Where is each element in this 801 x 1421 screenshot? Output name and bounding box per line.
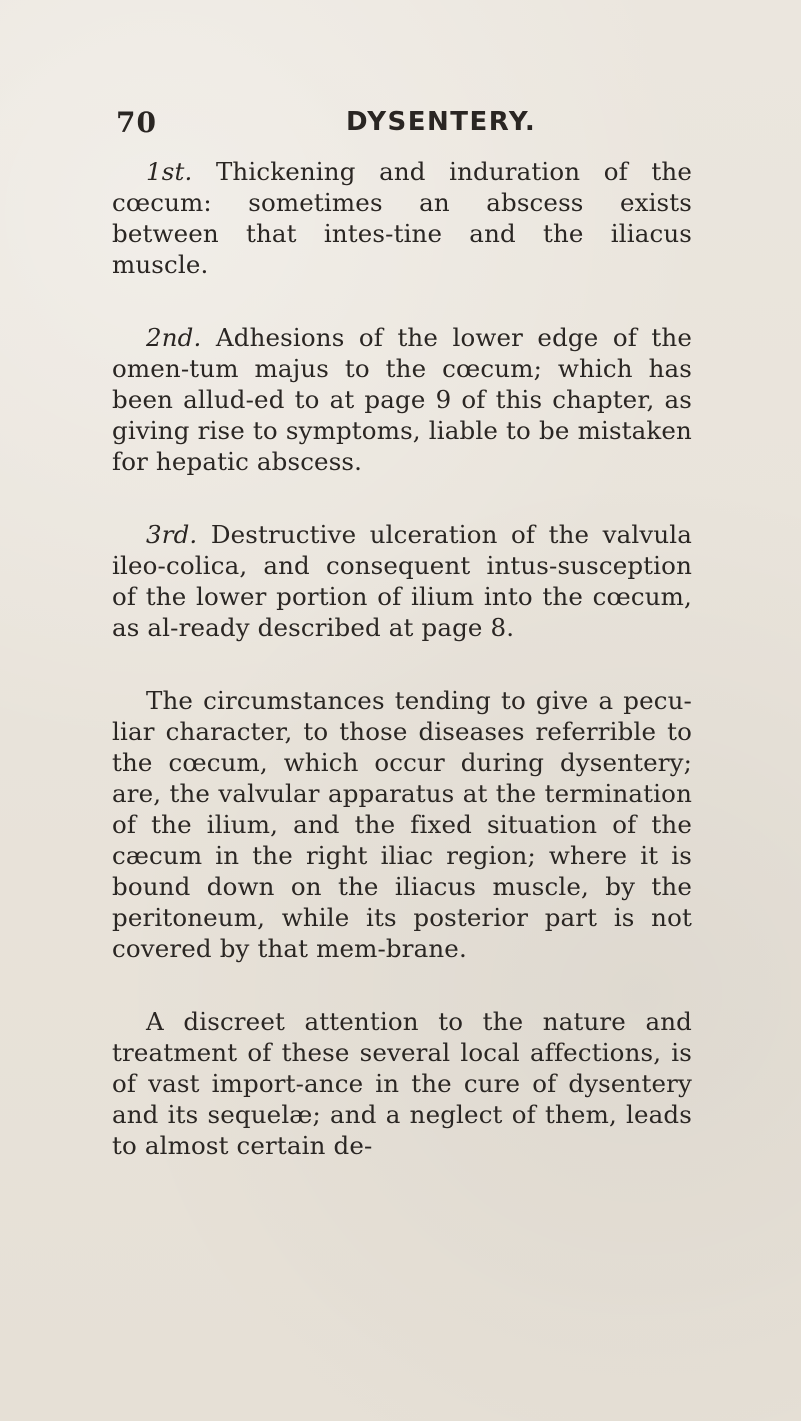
paragraph-text: Destructive ulceration of the valvula ileo-colica, and consequent intus-susception of the lower portion of ilium into the cœcum, as al-ready described at page 8.: [112, 520, 692, 642]
paragraph-text: The circumstances tending to give a pecu-liar character, to those diseases referrible to the cœcum, which occur during dysentery; are, the valvular apparatus at the termination of the ilium, and the fixed situation of the cæcum in the right iliac region; where it is bound down on the iliacus muscle, by the peritoneum, while its posterior part is not covered by that mem-brane.: [112, 686, 692, 963]
paragraph-text: Adhesions of the lower edge of the omen-tum majus to the cœcum; which has been allud-ed to at page 9 of this chapter, as giving rise to symptoms, liable to be mistaken for hepatic abscess.: [112, 323, 692, 476]
running-head: [116, 106, 706, 146]
paragraph-discreet-attention: [112, 1006, 692, 1161]
paragraph-3rd: [112, 519, 692, 643]
page-number: 70: [116, 106, 157, 139]
paragraph-1st: [112, 156, 692, 280]
paragraph-text: A discreet attention to the nature and treatment of these several local affections, is of vast import-ance in the cure of dysentery and its sequelæ; and a neglect of them, leads to almost certain de-: [112, 1007, 692, 1160]
running-title: DYSENTERY.: [346, 107, 537, 137]
paragraph-circumstances: [112, 685, 692, 964]
paragraph-2nd: [112, 322, 692, 477]
body-text: [112, 156, 692, 1161]
paragraph-label: 2nd.: [146, 323, 202, 352]
paragraph-text: Thickening and induration of the cœcum: sometimes an abscess exists between that intes-tine and the iliacus muscle.: [112, 157, 692, 279]
paragraph-label: 3rd.: [146, 520, 198, 549]
paragraph-label: 1st.: [146, 157, 193, 186]
